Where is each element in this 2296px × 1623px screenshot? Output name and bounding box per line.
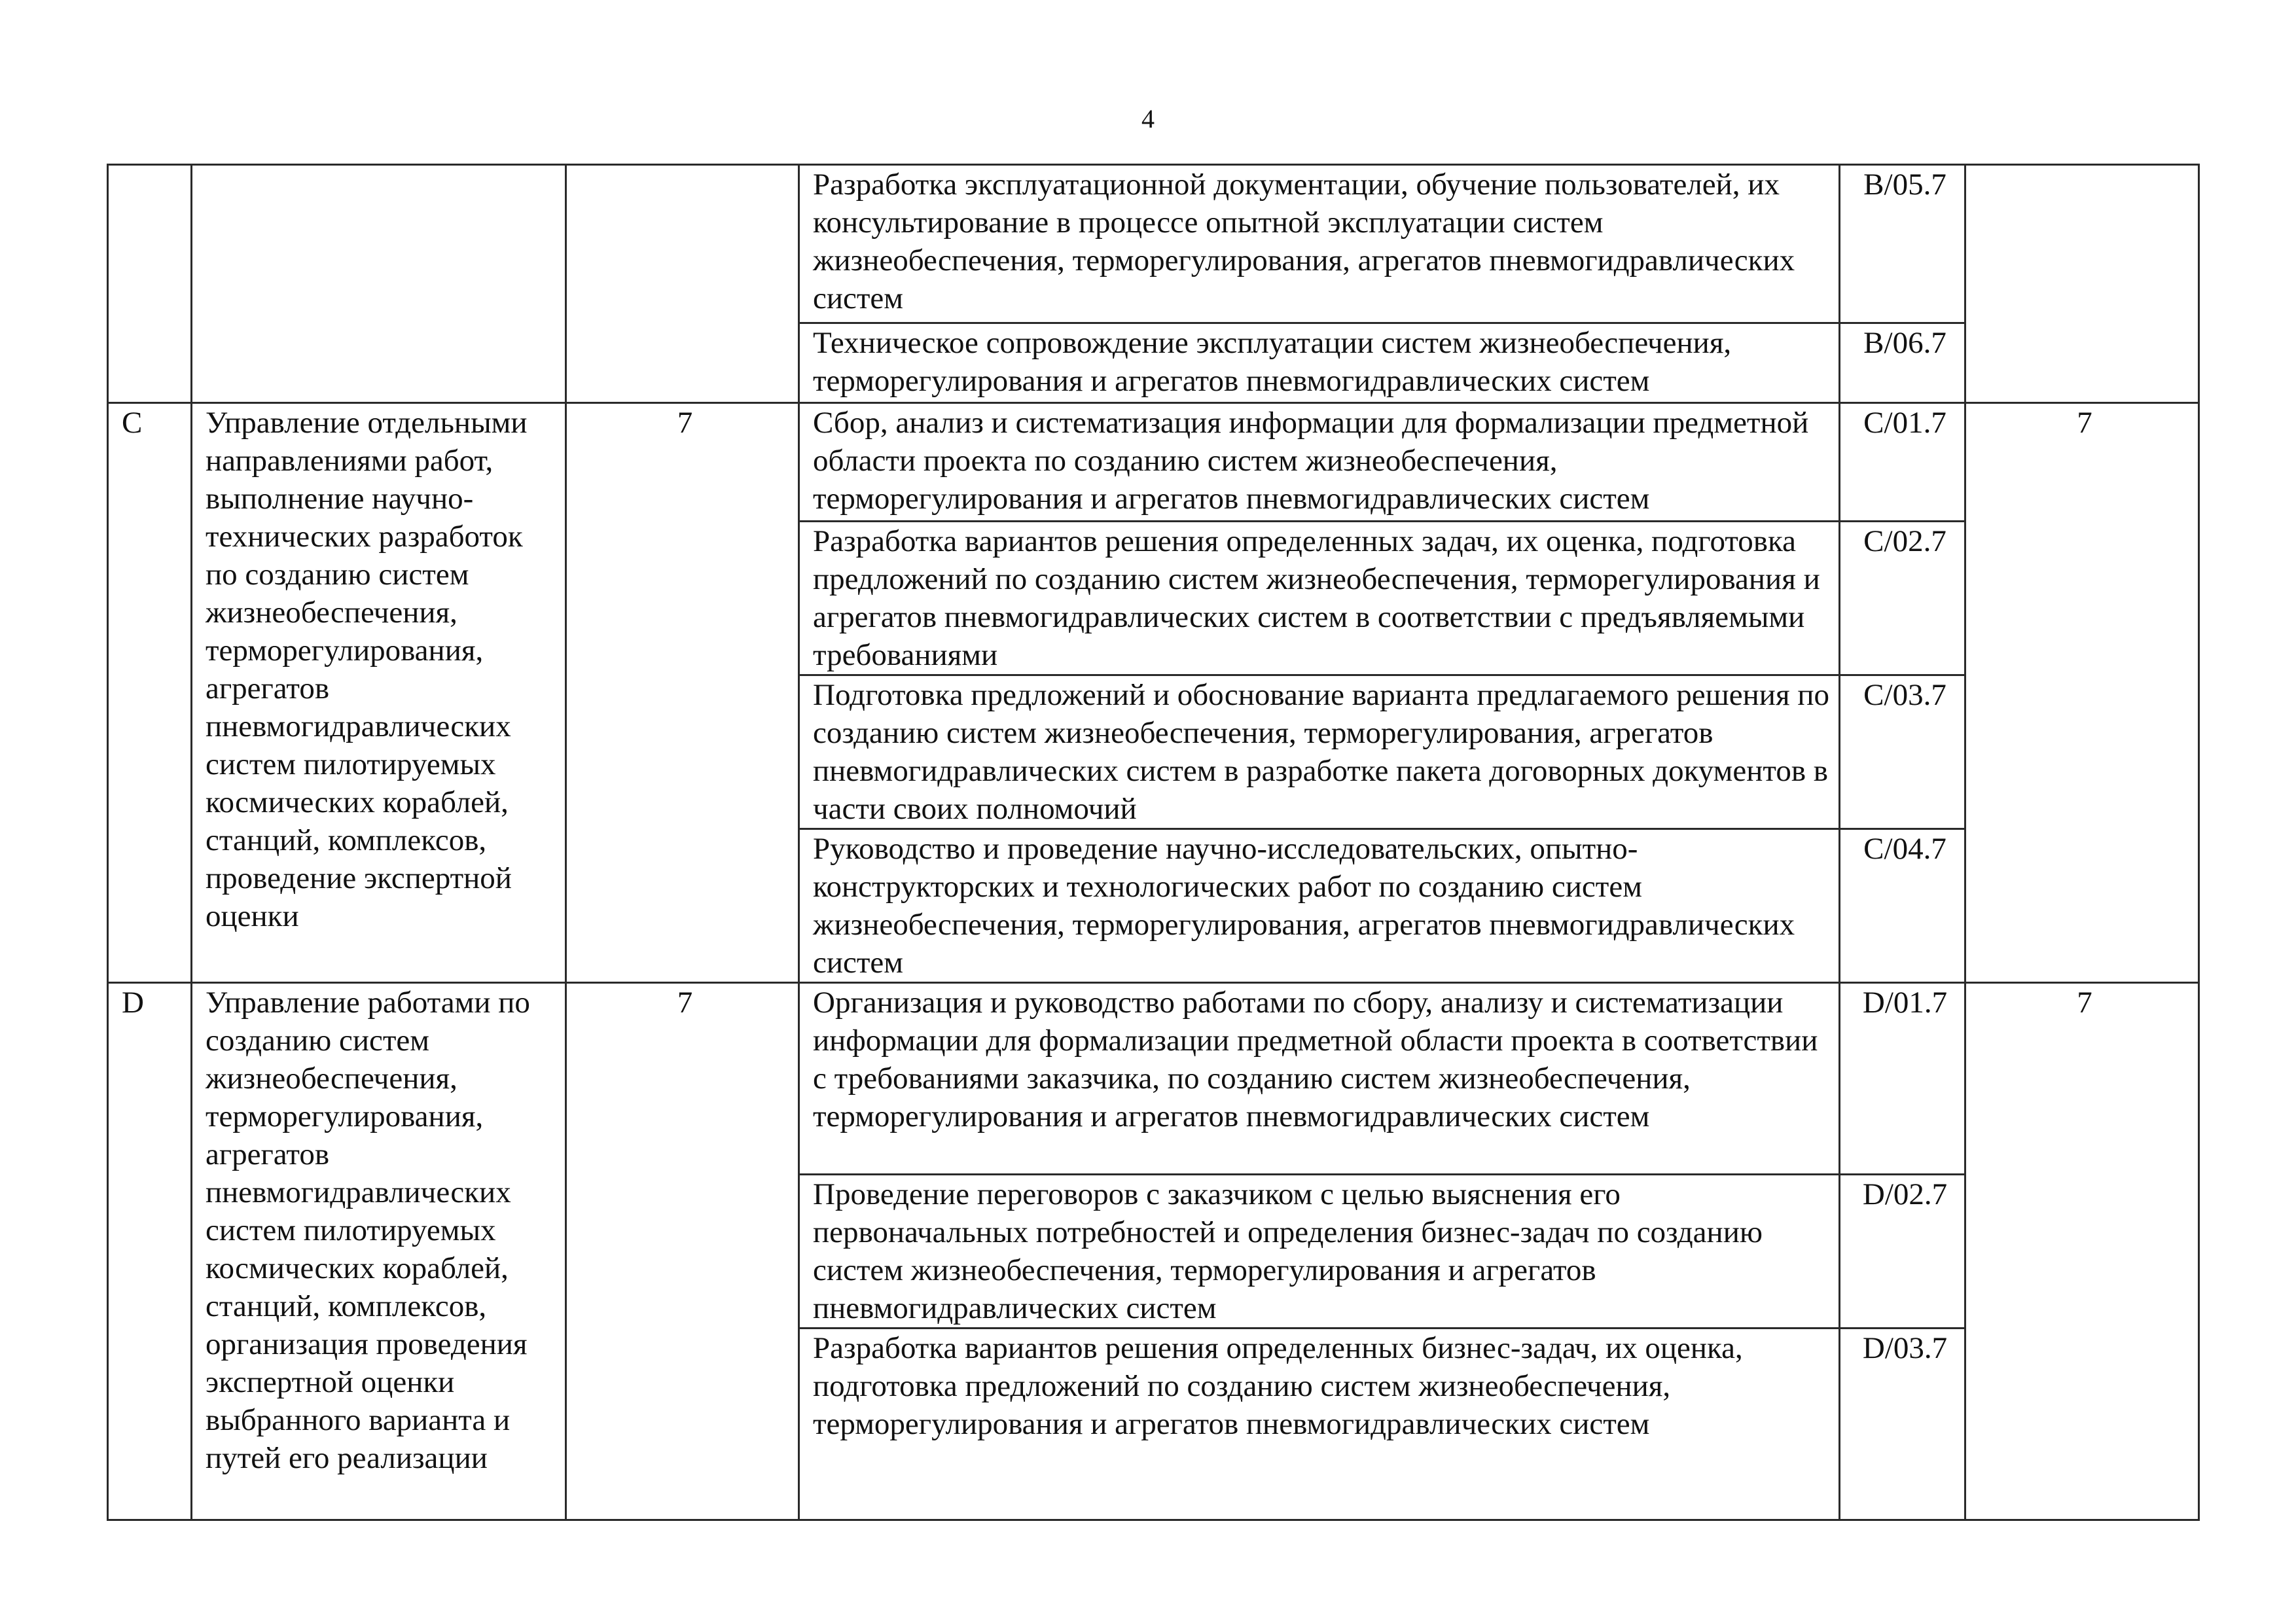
function-name: Подготовка предложений и обоснование варианта предлагаемого решения по созданию систем жизнеобеспечения, терморегулирования, агрегатов пневмогидравлических систем в разработке пакета договорных документов в части своих полномочий xyxy=(799,675,1840,829)
function-name: Разработка вариантов решения определенных бизнес-задач, их оценка, подготовка предложений по созданию систем жизнеобеспечения, терморегулирования и агрегатов пневмогидравлических систем xyxy=(799,1329,1840,1520)
function-name: Сбор, анализ и систематизация информации для формализации предметной области проекта по созданию систем жизнеобеспечения, терморегулирования и агрегатов пневмогидравлических систем xyxy=(799,403,1840,522)
function-code: C/01.7 xyxy=(1840,403,1965,522)
group-name-cell xyxy=(192,165,566,403)
group-name: Управление отдельными направлениями работ, выполнение научно-технических разработок по созданию систем жизнеобеспечения, терморегулирования, агрегатов пневмогидравлических систем пилотируемых космических кораблей, станций, комплексов, проведение экспертной оценки xyxy=(192,403,566,983)
group-code: C xyxy=(108,403,192,983)
function-code: C/03.7 xyxy=(1840,675,1965,829)
group-name: Управление работами по созданию систем жизнеобеспечения, терморегулирования, агрегатов пневмогидравлических систем пилотируемых космических кораблей, станций, комплексов, организация проведения экспертной оценки выбранного варианта и путей его реализации xyxy=(192,983,566,1520)
function-name: Организация и руководство работами по сбору, анализу и систематизации информации для формализации предметной области проекта в соответствии с требованиями заказчика, по созданию систем жизнеобеспечения, терморегулирования и агрегатов пневмогидравлических систем xyxy=(799,983,1840,1175)
function-level: 7 xyxy=(1965,403,2199,983)
function-code: C/02.7 xyxy=(1840,522,1965,675)
function-code: C/04.7 xyxy=(1840,829,1965,983)
group-level: 7 xyxy=(566,403,799,983)
group-level: 7 xyxy=(566,983,799,1520)
function-code: D/02.7 xyxy=(1840,1175,1965,1329)
function-level: 7 xyxy=(1965,983,2199,1520)
function-code: B/05.7 xyxy=(1840,165,1965,323)
functions-table xyxy=(107,164,2200,1521)
page-number: 4 xyxy=(1141,104,1155,134)
function-name: Техническое сопровождение эксплуатации систем жизнеобеспечения, терморегулирования и агрегатов пневмогидравлических систем xyxy=(799,323,1840,403)
group-level-cell xyxy=(566,165,799,403)
function-name: Разработка эксплуатационной документации, обучение пользователей, их консультирование в процессе опытной эксплуатации систем жизнеобеспечения, терморегулирования, агрегатов пневмогидравлических систем xyxy=(799,165,1840,323)
table-row xyxy=(108,165,2199,323)
function-name: Руководство и проведение научно-исследовательских, опытно-конструкторских и технологических работ по созданию систем жизнеобеспечения, терморегулирования, агрегатов пневмогидравлических систем xyxy=(799,829,1840,983)
function-code: B/06.7 xyxy=(1840,323,1965,403)
table-row xyxy=(108,403,2199,522)
function-level-cell xyxy=(1965,165,2199,403)
function-name: Разработка вариантов решения определенных задач, их оценка, подготовка предложений по созданию систем жизнеобеспечения, терморегулирования и агрегатов пневмогидравлических систем в соответствии с предъявляемыми требованиями xyxy=(799,522,1840,675)
function-name: Проведение переговоров с заказчиком с целью выяснения его первоначальных потребностей и определения бизнес-задач по созданию систем жизнеобеспечения, терморегулирования и агрегатов пневмогидравлических систем xyxy=(799,1175,1840,1329)
table-row xyxy=(108,983,2199,1175)
function-code: D/01.7 xyxy=(1840,983,1965,1175)
group-code: D xyxy=(108,983,192,1520)
function-code: D/03.7 xyxy=(1840,1329,1965,1520)
group-code-cell xyxy=(108,165,192,403)
